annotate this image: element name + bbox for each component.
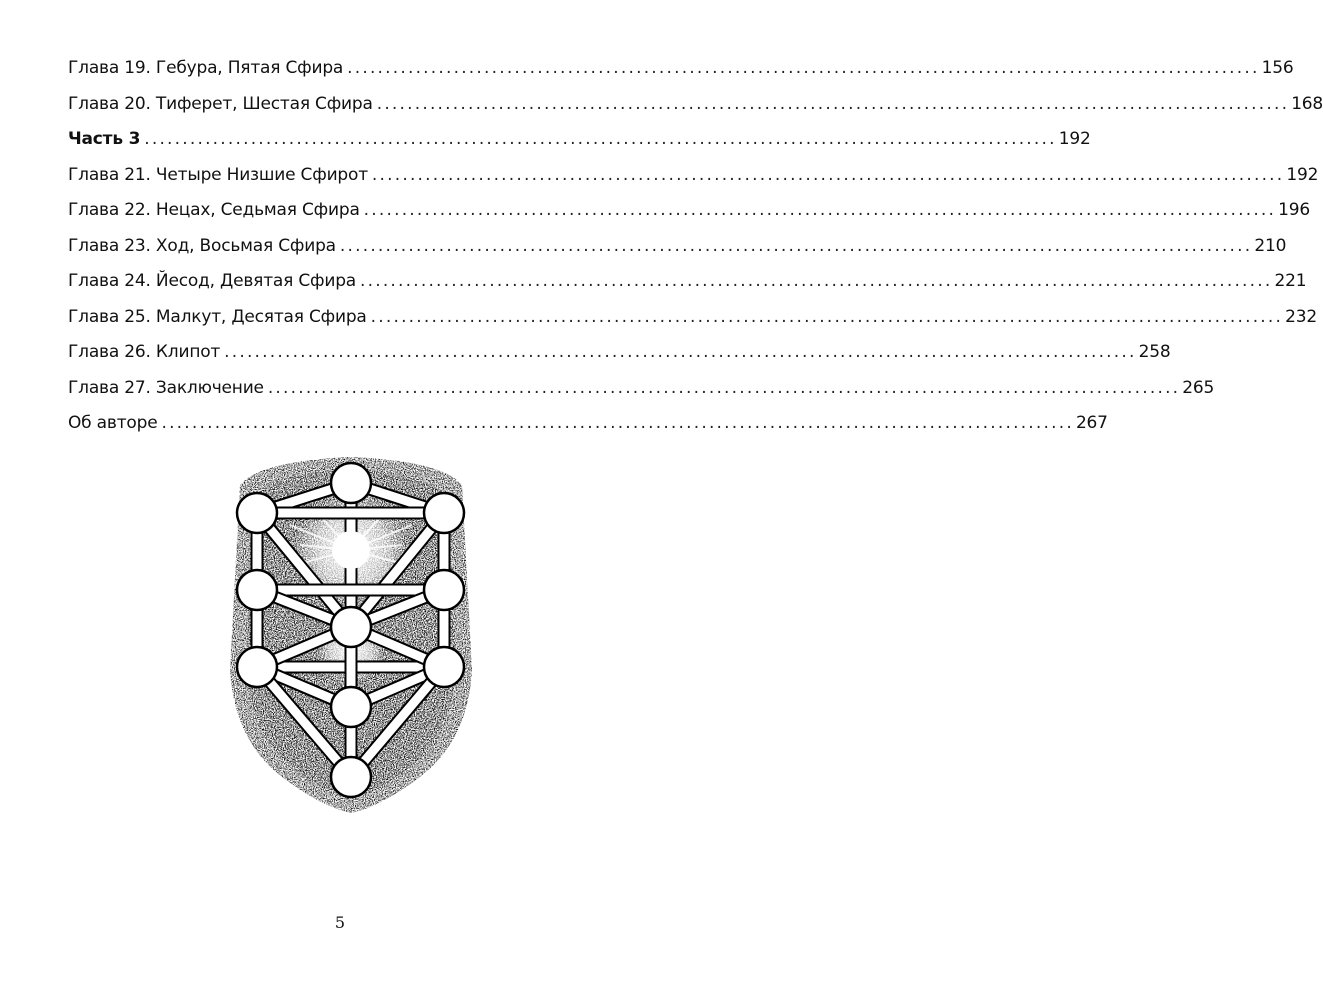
sephira-circle bbox=[331, 687, 371, 727]
toc-entry bbox=[68, 235, 1287, 272]
toc-entry-page: 232 bbox=[1285, 306, 1317, 327]
toc-entry-page: 210 bbox=[1254, 235, 1287, 256]
sephira-circle bbox=[424, 493, 464, 533]
dot-leader: ........................................................................................................................ bbox=[144, 129, 1057, 149]
sephira-circle bbox=[332, 531, 370, 569]
dot-leader: ........................................................................................................................ bbox=[360, 271, 1273, 291]
toc-entry-page: 265 bbox=[1182, 377, 1215, 398]
toc-entry bbox=[68, 271, 1307, 307]
dot-leader: ........................................................................................................................ bbox=[347, 58, 1260, 78]
toc-entry-page: 221 bbox=[1274, 271, 1307, 291]
toc-entry bbox=[68, 129, 1091, 165]
table-of-contents bbox=[68, 58, 1323, 449]
toc-entry-page: 168 bbox=[1291, 93, 1323, 114]
toc-entry-page: 192 bbox=[1058, 129, 1091, 149]
toc-entry-title: Глава 21. Четыре Низшие Сфирот bbox=[68, 164, 368, 185]
toc-entry bbox=[68, 164, 1319, 201]
dot-leader: ........................................................................................................................ bbox=[224, 342, 1137, 362]
dot-leader: ........................................................................................................................ bbox=[370, 306, 1284, 327]
toc-entry-title: Глава 22. Нецах, Седьмая Сфира bbox=[68, 200, 360, 220]
toc-entry-title: Об авторе bbox=[68, 413, 158, 433]
toc-entry-title: Глава 20. Тиферет, Шестая Сфира bbox=[68, 93, 373, 114]
dot-leader: ........................................................................................................................ bbox=[339, 235, 1253, 256]
sephira-circle bbox=[237, 493, 277, 533]
toc-entry bbox=[68, 58, 1294, 94]
toc-entry-title: Глава 19. Гебура, Пятая Сфира bbox=[68, 58, 344, 78]
toc-entry bbox=[68, 342, 1171, 378]
sephira-circle bbox=[237, 570, 277, 610]
toc-entry-page: 156 bbox=[1261, 58, 1294, 78]
toc-entry bbox=[68, 377, 1215, 414]
toc-entry-title: Глава 25. Малкут, Десятая Сфира bbox=[68, 306, 367, 327]
sephira-circle bbox=[331, 607, 371, 647]
sephira-circle bbox=[237, 647, 277, 687]
toc-entry bbox=[68, 413, 1108, 449]
toc-entry-page: 196 bbox=[1278, 200, 1310, 220]
dot-leader: ........................................................................................................................ bbox=[371, 164, 1285, 185]
sephira-circle bbox=[424, 570, 464, 610]
sephira-circle bbox=[424, 647, 464, 687]
toc-entry-title: Часть 3 bbox=[68, 129, 141, 149]
sephira-circle bbox=[331, 463, 371, 503]
dot-leader: ........................................................................................................................ bbox=[376, 93, 1290, 114]
toc-entry bbox=[68, 200, 1310, 236]
tree-of-life-icon bbox=[220, 455, 482, 817]
toc-entry-title: Глава 24. Йесод, Девятая Сфира bbox=[68, 271, 357, 291]
toc-entry-title: Глава 23. Ход, Восьмая Сфира bbox=[68, 235, 336, 256]
toc-entry-title: Глава 27. Заключение bbox=[68, 377, 264, 398]
dot-leader: ........................................................................................................................ bbox=[267, 377, 1181, 398]
toc-entry-title: Глава 26. Клипот bbox=[68, 342, 221, 362]
dot-leader: ........................................................................................................................ bbox=[161, 413, 1074, 433]
toc-entry bbox=[68, 93, 1323, 130]
toc-entry-page: 192 bbox=[1286, 164, 1319, 185]
toc-entry-page: 267 bbox=[1075, 413, 1108, 433]
toc-entry bbox=[68, 306, 1317, 343]
toc-entry-page: 258 bbox=[1138, 342, 1171, 362]
sephira-circle bbox=[331, 757, 371, 797]
dot-leader: ........................................................................................................................ bbox=[363, 200, 1277, 220]
page-number: 5 bbox=[334, 913, 346, 932]
